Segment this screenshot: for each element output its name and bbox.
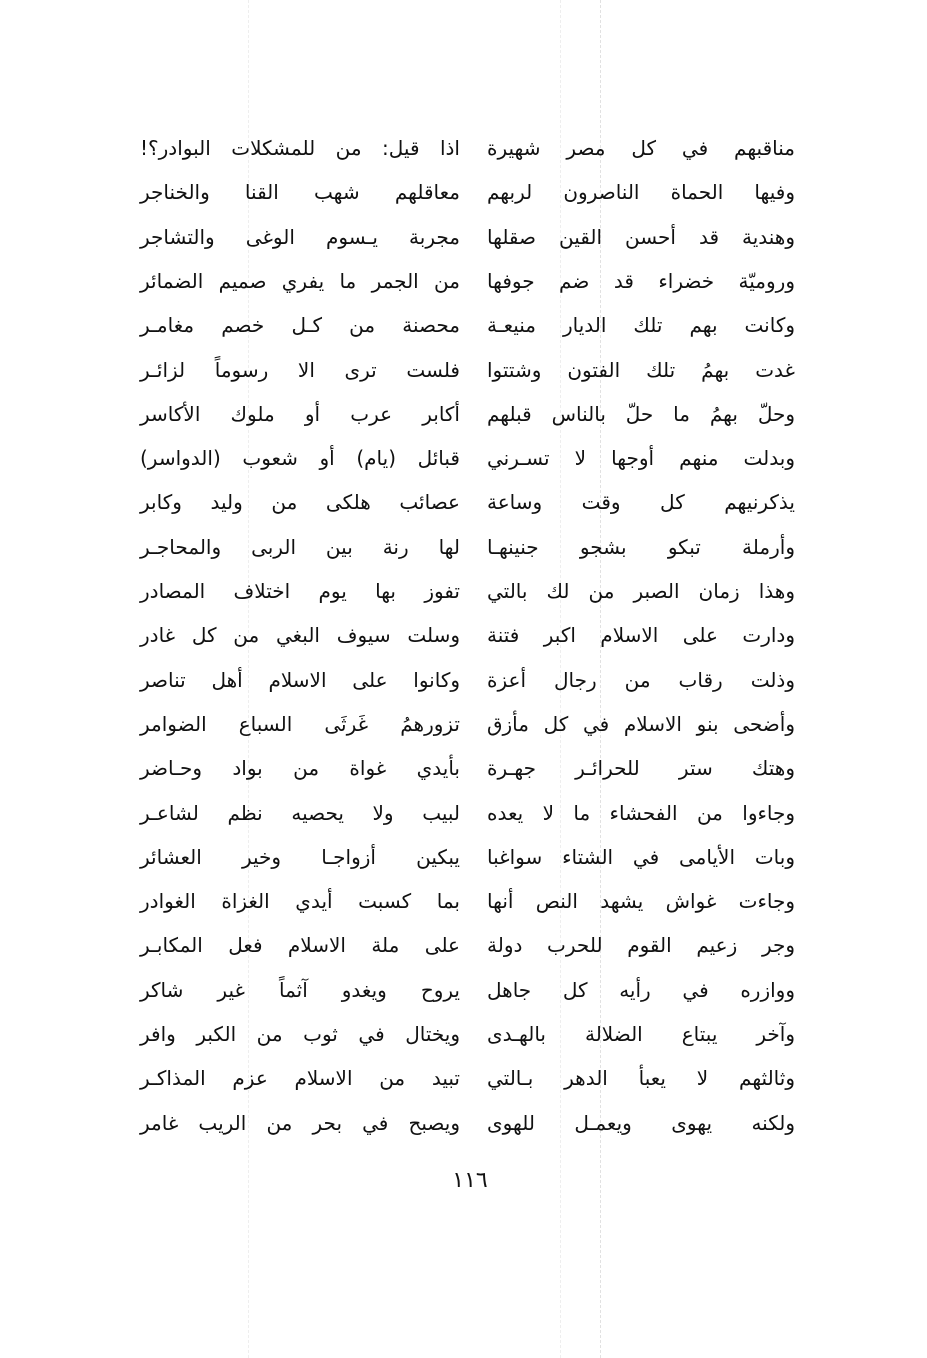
verse-second-hemistich: وسلت سيوف البغي من كل غادر — [140, 623, 460, 648]
verse-second-hemistich: من الجمر ما يفري صميم الضمائر — [140, 268, 460, 293]
verse-first-hemistich: وحلّ بهمُ ما حلّ بالناس قبلهم — [487, 401, 795, 426]
verse-second-hemistich: يروح ويغدو آثماً غير شاكر — [140, 977, 460, 1002]
verse-row — [0, 350, 927, 390]
verse-row — [0, 305, 927, 345]
verse-row — [0, 660, 927, 700]
verse-second-hemistich: تزورهمُ غَرثَى السباع الضوامر — [140, 711, 460, 736]
verse-row — [0, 1103, 927, 1143]
verse-row — [0, 261, 927, 301]
verse-second-hemistich: على ملة الاسلام فعل المكابـر — [140, 933, 460, 958]
verse-second-hemistich: قبائل (يام) أو شعوب (الدواسر) — [140, 446, 460, 471]
verse-row — [0, 1014, 927, 1054]
verse-second-hemistich: وكانوا على الاسلام أهل تناصر — [140, 667, 460, 692]
verse-second-hemistich: مجربة يـسوم الوغى والتشاجر — [140, 224, 460, 249]
verse-row — [0, 482, 927, 522]
verse-first-hemistich: وكانت بهم تلك الديار منيعـة — [487, 313, 795, 338]
verse-first-hemistich: ولكنه يهوى ويعمـل للهوى — [487, 1110, 795, 1135]
verse-second-hemistich: محصنة من كـل خصم مغامـر — [140, 313, 460, 338]
verse-first-hemistich: وجاءوا من الفحشاء ما لا يعده — [487, 800, 795, 825]
verse-row — [0, 527, 927, 567]
verse-first-hemistich: مناقبهم في كل مصر شهيرة — [487, 136, 795, 160]
verse-second-hemistich: لها رنة بين الربى والمحاجـر — [140, 534, 460, 559]
verse-row — [0, 881, 927, 921]
verse-first-hemistich: وجاءت غواش يشهد النص أنها — [487, 889, 795, 914]
verse-first-hemistich: غدت بهمُ تلك الفتون وشتتوا — [487, 357, 795, 382]
verse-row — [0, 970, 927, 1010]
verse-second-hemistich: تبيد من الاسلام عزم المذاكـر — [140, 1066, 460, 1091]
verse-first-hemistich: وهتك ستر للحرائـر جهـرة — [487, 756, 795, 781]
verse-row — [0, 925, 927, 965]
verse-second-hemistich: بما كسبت أيدي الغزاة الغوادر — [140, 889, 460, 914]
verse-first-hemistich: وثالثهم لا يعبأ الدهر بـالتي — [487, 1066, 795, 1091]
verse-first-hemistich: وذلت رقاب من رجال أعزة — [487, 667, 795, 692]
verse-first-hemistich: يذكرنيهم كل وقت وساعة — [487, 490, 795, 515]
verse-row — [0, 793, 927, 833]
verse-row — [0, 217, 927, 257]
verse-first-hemistich: وأضحى بنو الاسلام في كل مأزق — [487, 711, 795, 736]
verse-row — [0, 571, 927, 611]
verse-second-hemistich: يبكين أزواجـا وخير العشائر — [140, 844, 460, 869]
verse-second-hemistich: عصائب هلكى من وليد وكابر — [140, 490, 460, 515]
verse-second-hemistich: لبيب ولا يحصيه نظم لشاعـر — [140, 800, 460, 825]
verse-row — [0, 172, 927, 212]
verse-second-hemistich: فلست ترى الا رسوماً لزائـر — [140, 357, 460, 382]
verse-first-hemistich: وهذا زمان الصبر من لك بالتي — [487, 579, 795, 603]
verse-second-hemistich: ويختال في ثوب من الكبر وافر — [140, 1022, 460, 1046]
verse-row — [0, 1058, 927, 1098]
verse-first-hemistich: وآخر يبتاع الضلالة بالهـدى — [487, 1022, 795, 1046]
verse-row — [0, 438, 927, 478]
verse-row — [0, 748, 927, 788]
verse-first-hemistich: وجر زعيم القوم للحرب دولة — [487, 933, 795, 958]
verse-second-hemistich: أكابر عرب أو ملوك الأكاسر — [140, 401, 460, 426]
verse-first-hemistich: ودارت على الاسلام اكبر فتنة — [487, 623, 795, 648]
verse-row — [0, 837, 927, 877]
verse-first-hemistich: وهندية قد أحسن القين صقلها — [487, 224, 795, 249]
verse-first-hemistich: ووازره في رأيه كل جاهل — [487, 977, 795, 1002]
verse-first-hemistich: وفيها الحماة الناصرون لربهم — [487, 180, 795, 205]
verse-first-hemistich: وبدلت منهم أوجها لا تسـرني — [487, 446, 795, 471]
verse-second-hemistich: ويصبح في بحر من الريب غامر — [140, 1110, 460, 1135]
verse-row — [0, 394, 927, 434]
verse-second-hemistich: تفوز بها يوم اختلاف المصادر — [140, 579, 460, 603]
verse-second-hemistich: معاقلهم شهب القنا والخناجر — [140, 180, 460, 205]
verse-row — [0, 128, 927, 168]
verse-first-hemistich: وبات الأيامى في الشتاء سواغبا — [487, 844, 795, 869]
verse-first-hemistich: وروميّة خضراء قد ضم جوفها — [487, 268, 795, 293]
verse-second-hemistich: بأيدي غواة من بواد وحـاضر — [140, 756, 460, 781]
verse-row — [0, 704, 927, 744]
verse-second-hemistich: اذا قيل: من للمشكلات البوادر؟! — [140, 136, 460, 160]
verse-first-hemistich: وأرملة تبكو بشجو جنينهـا — [487, 534, 795, 559]
verse-row — [0, 615, 927, 655]
page-number: ١١٦ — [452, 1168, 488, 1193]
